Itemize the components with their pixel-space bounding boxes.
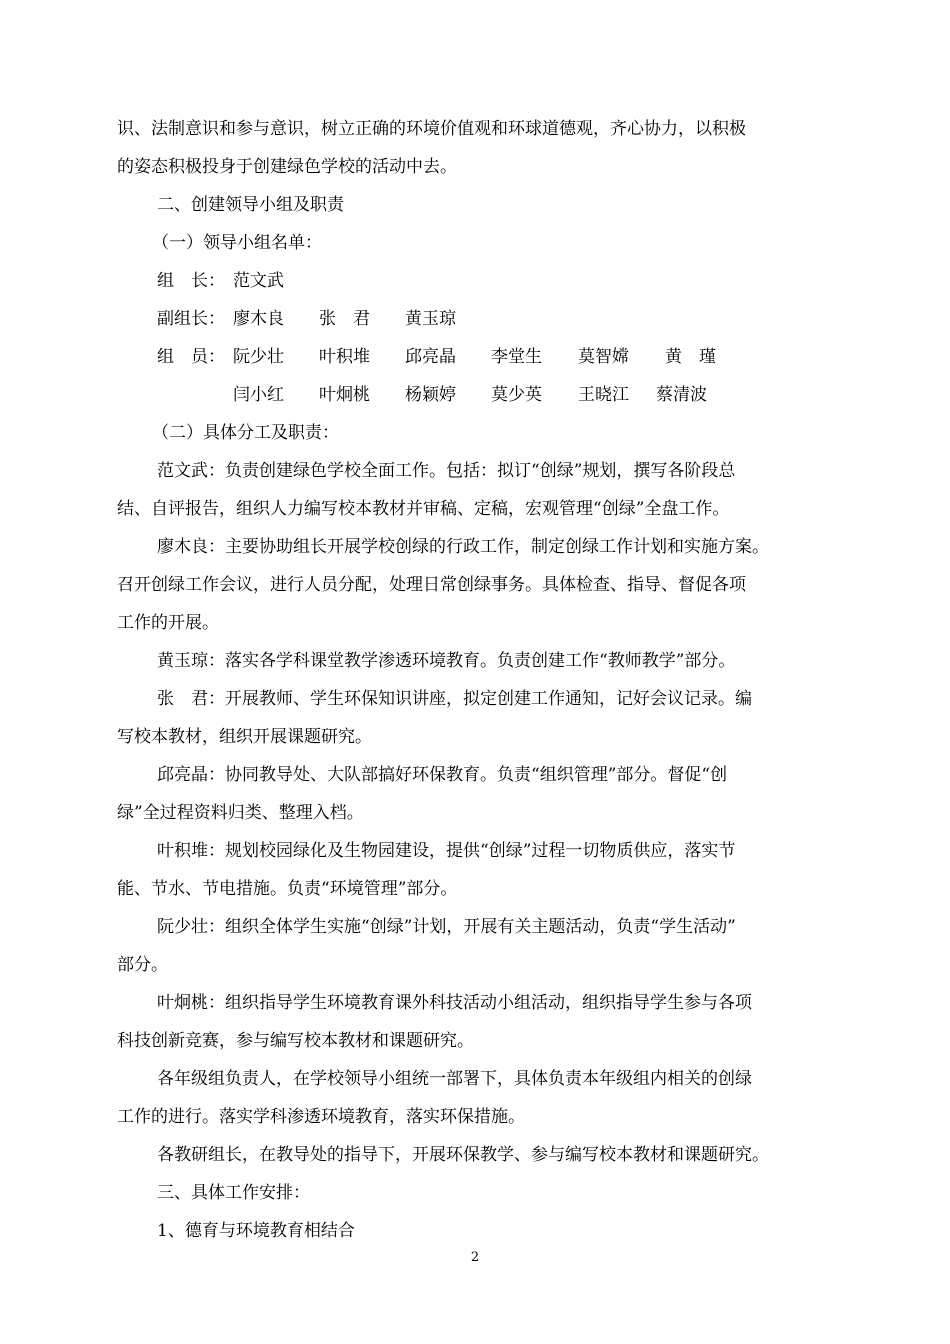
deputy-label: 副组长： <box>157 309 225 329</box>
members-label: 组 员： <box>157 347 225 367</box>
paragraph-line: 工作的进行。落实学科渗透环境教育，落实环保措施。 <box>117 1107 525 1127</box>
paragraph-line: 邱亮晶：协同教导处、大队部搞好环保教育。负责“组织管理”部分。督促“创 <box>157 765 728 785</box>
member-name: 邱亮晶 <box>405 347 456 367</box>
paragraph-line: 科技创新竞赛，参与编写校本教材和课题研究。 <box>117 1031 474 1051</box>
paragraph-line: 写校本教材，组织开展课题研究。 <box>117 727 372 747</box>
member-name: 杨颖婷 <box>405 385 456 405</box>
deputy-name: 廖木良 <box>233 309 284 329</box>
member-name: 黄 瑾 <box>665 347 716 367</box>
subsection-heading: （二）具体分工及职责： <box>152 423 339 443</box>
paragraph-line: 识、法制意识和参与意识，树立正确的环境价值观和环球道德观，齐心协力，以积极 <box>117 119 746 139</box>
paragraph-line: 各年级组负责人，在学校领导小组统一部署下，具体负责本年级组内相关的创绿 <box>157 1069 752 1089</box>
member-name: 莫智嫦 <box>578 347 629 367</box>
paragraph-line: 的姿态积极投身于创建绿色学校的活动中去。 <box>117 157 457 177</box>
paragraph-line: 能、节水、节电措施。负责“环境管理”部分。 <box>117 879 458 899</box>
paragraph-line: 范文武：负责创建绿色学校全面工作。包括：拟订“创绿”规划，撰写各阶段总 <box>157 461 736 481</box>
member-name: 蔡清波 <box>656 385 707 405</box>
page-number: 2 <box>470 1250 480 1265</box>
subsection-heading: 1、德育与环境教育相结合 <box>157 1221 355 1241</box>
member-name: 莫少英 <box>491 385 542 405</box>
member-name: 王晓江 <box>578 385 629 405</box>
paragraph-line: 部分。 <box>117 955 168 975</box>
deputy-name: 张 君 <box>319 309 370 329</box>
paragraph-line: 张 君：开展教师、学生环保知识讲座，拟定创建工作通知，记好会议记录。编 <box>157 689 752 709</box>
member-name: 闫小红 <box>233 385 284 405</box>
leader-label: 组 长： <box>157 271 225 291</box>
paragraph-line: 工作的开展。 <box>117 613 219 633</box>
paragraph-line: 各教研组长，在教导处的指导下，开展环保教学、参与编写校本教材和课题研究。 <box>157 1145 769 1165</box>
deputy-name: 黄玉琼 <box>405 309 456 329</box>
subsection-heading: （一）领导小组名单： <box>152 233 322 253</box>
member-name: 叶积堆 <box>319 347 370 367</box>
paragraph-line: 结、自评报告，组织人力编写校本教材并审稿、定稿，宏观管理“创绿”全盘工作。 <box>117 499 730 519</box>
paragraph-line: 叶炯桃：组织指导学生环境教育课外科技活动小组活动，组织指导学生参与各项 <box>157 993 752 1013</box>
paragraph-line: 绿”全过程资料归类、整理入档。 <box>117 803 364 823</box>
paragraph-line: 阮少壮：组织全体学生实施“创绿”计划，开展有关主题活动，负责“学生活动” <box>157 917 736 937</box>
member-name: 叶炯桃 <box>319 385 370 405</box>
paragraph-line: 黄玉琼：落实各学科课堂教学渗透环境教育。负责创建工作“教师教学”部分。 <box>157 651 736 671</box>
paragraph-line: 叶积堆：规划校园绿化及生物园建设，提供“创绿”过程一切物质供应，落实节 <box>157 841 736 861</box>
paragraph-line: 召开创绿工作会议，进行人员分配，处理日常创绿事务。具体检查、指导、督促各项 <box>117 575 746 595</box>
paragraph-line: 廖木良：主要协助组长开展学校创绿的行政工作，制定创绿工作计划和实施方案。 <box>157 537 769 557</box>
member-name: 阮少壮 <box>233 347 284 367</box>
leader-name: 范文武 <box>233 271 284 291</box>
section-heading: 三、具体工作安排： <box>157 1183 310 1203</box>
section-heading: 二、创建领导小组及职责 <box>157 195 344 215</box>
member-name: 李堂生 <box>491 347 542 367</box>
